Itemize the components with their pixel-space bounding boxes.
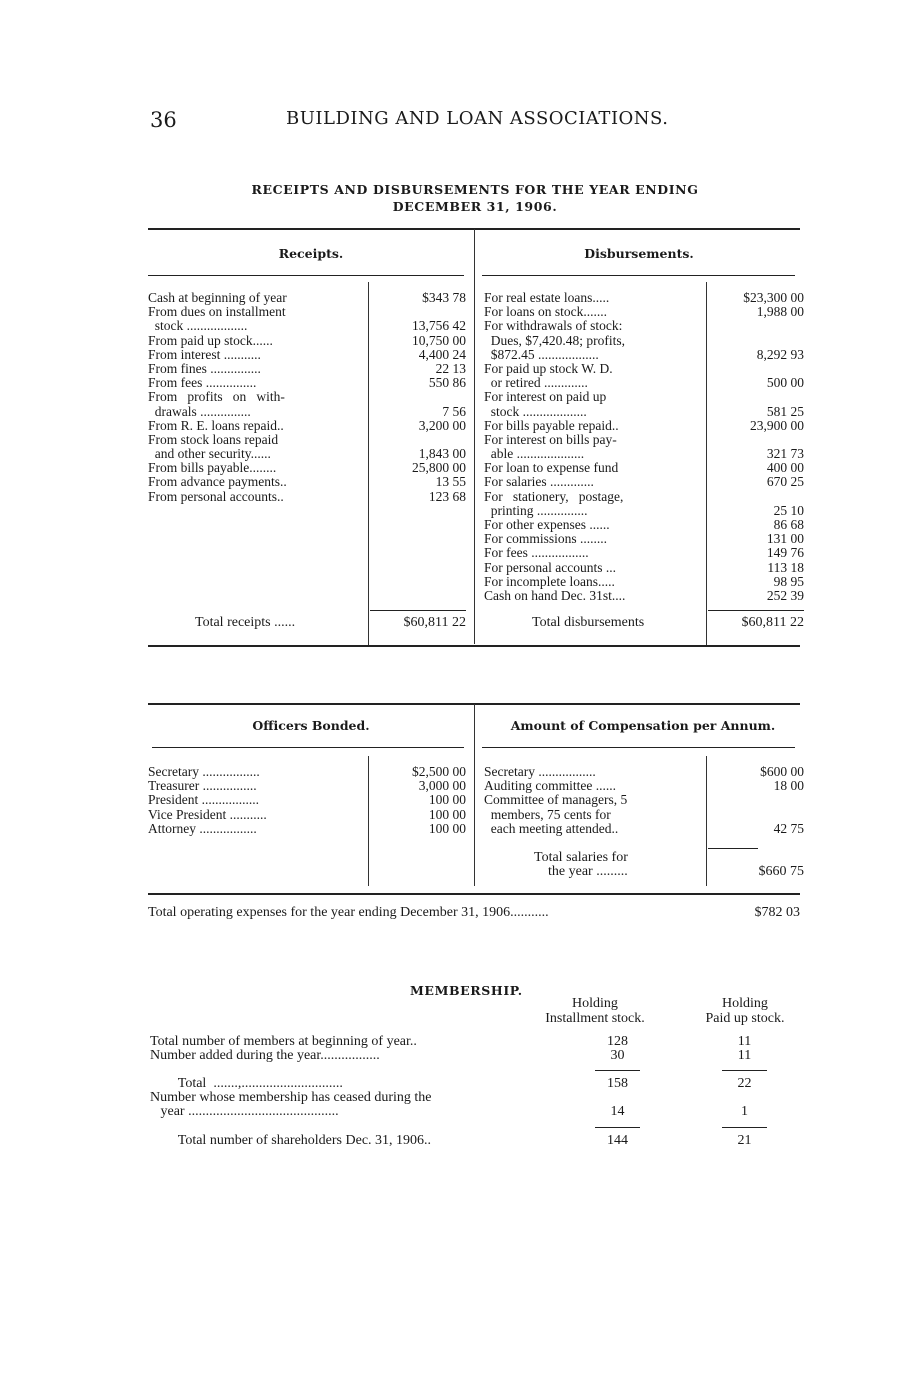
- receipt-label: stock ..................: [148, 319, 248, 334]
- receipt-row: [148, 447, 466, 461]
- compensation-head-rule: [482, 747, 795, 748]
- disbursement-row: [484, 305, 804, 319]
- receipt-amount: 22 13: [435, 360, 466, 376]
- disbursement-row: [484, 362, 804, 376]
- disbursement-row: [484, 475, 804, 489]
- disbursement-amount: 581 25: [766, 403, 804, 419]
- operating-expenses-amount: $782 03: [754, 905, 800, 920]
- compensation-row: [484, 779, 804, 793]
- disbursement-label: For interest on paid up: [484, 390, 607, 405]
- disbursement-row: [484, 291, 804, 305]
- disbursement-amount: 86 68: [773, 517, 804, 532]
- disbursement-amount: 23,900 00: [750, 417, 804, 433]
- disbursement-amount: 670 25: [766, 474, 804, 490]
- officer-amount: 100 00: [428, 806, 466, 822]
- membership-installment-value: 144: [607, 1133, 628, 1148]
- disbursement-row: [484, 461, 804, 475]
- officer-amount: 100 00: [428, 820, 466, 836]
- compensation-row: [484, 808, 804, 822]
- disbursement-amount: $23,300 00: [743, 290, 804, 305]
- disbursements-total-label: Total disbursements: [532, 615, 645, 630]
- officer-label: President .................: [148, 793, 259, 808]
- disbursement-label: For commissions ........: [484, 532, 608, 547]
- disbursement-label: Dues, $7,420.48; profits,: [484, 333, 625, 348]
- receipt-label: From interest ...........: [148, 347, 261, 362]
- disbursement-row: [484, 546, 804, 560]
- receipt-row: [148, 405, 466, 419]
- table-center-divider: [474, 229, 475, 644]
- receipt-row: [148, 475, 466, 489]
- officer-amount: 3,000 00: [418, 778, 466, 794]
- officer-label: Secretary .................: [148, 765, 260, 779]
- disbursement-label: $872.45 ..................: [484, 347, 599, 362]
- disbursement-row: [484, 490, 804, 504]
- receipt-amount: 3,200 00: [418, 417, 466, 433]
- officer-label: Vice President ...........: [148, 807, 267, 822]
- compensation-total-label-2: the year .........: [548, 864, 628, 879]
- disbursement-label: For paid up stock W. D.: [484, 361, 613, 376]
- membership-paidup-value: 1: [741, 1104, 748, 1119]
- receipt-label: From advance payments..: [148, 475, 287, 490]
- officer-row: [148, 765, 466, 779]
- receipt-row: [148, 376, 466, 390]
- disbursement-label: printing ...............: [484, 503, 588, 518]
- compensation-total-amount: $660 75: [758, 864, 804, 879]
- receipts-rows: [148, 291, 466, 504]
- officer-row: [148, 822, 466, 836]
- disbursement-amount: 500 00: [766, 375, 804, 391]
- officer-row: [148, 779, 466, 793]
- receipt-label: drawals ...............: [148, 404, 251, 419]
- disbursement-row: [484, 532, 804, 546]
- disbursement-label: For salaries .............: [484, 475, 594, 490]
- disbursement-row: [484, 334, 804, 348]
- disbursement-amount: 149 76: [766, 545, 804, 561]
- compensation-label: Auditing committee ......: [484, 779, 616, 794]
- receipt-row: [148, 291, 466, 305]
- receipt-row: [148, 390, 466, 404]
- disbursement-label: stock ...................: [484, 404, 587, 419]
- disbursement-row: [484, 376, 804, 390]
- receipt-amount: 13 55: [435, 474, 466, 490]
- disbursements-rows: [484, 291, 804, 603]
- receipt-label: From personal accounts..: [148, 489, 284, 504]
- membership-paidup-value: 11: [737, 1048, 752, 1063]
- receipt-label: From fines ...............: [148, 361, 261, 376]
- disbursement-row: [484, 447, 804, 461]
- officer-amount: 100 00: [428, 792, 466, 808]
- operating-expenses-label: Total operating expenses for the year ending December 31, 1906...........: [148, 905, 549, 920]
- disbursement-label: For real estate loans.....: [484, 291, 610, 305]
- running-title: BUILDING AND LOAN ASSOCIATIONS.: [286, 108, 669, 129]
- disbursement-amount: 400 00: [766, 460, 804, 476]
- receipt-amount: 7 56: [442, 403, 466, 419]
- disbursement-label: For personal accounts ...: [484, 560, 616, 575]
- officer-label: Treasurer ................: [148, 779, 257, 794]
- disbursement-row: [484, 390, 804, 404]
- membership-paidup-value: 22: [737, 1076, 752, 1091]
- membership-installment-value: 128: [607, 1034, 628, 1049]
- section-title-line-2: DECEMBER 31, 1906.: [392, 199, 558, 214]
- disbursements-head-rule: [482, 275, 795, 276]
- disbursement-amount: 113 18: [767, 559, 804, 575]
- receipt-row: [148, 461, 466, 475]
- membership-row-label: Number whose membership has ceased during the: [150, 1090, 432, 1105]
- disbursement-label: For loans on stock.......: [484, 305, 607, 320]
- receipt-label: From fees ...............: [148, 376, 257, 391]
- receipt-row: [148, 362, 466, 376]
- membership-total-rule-1: [595, 1127, 640, 1128]
- receipt-row: [148, 334, 466, 348]
- receipt-row: [148, 319, 466, 333]
- disbursement-label: For loan to expense fund: [484, 461, 619, 476]
- disbursement-label: able ....................: [484, 447, 585, 462]
- page-number: 36: [150, 108, 177, 132]
- officers-table-bottom-rule: [148, 893, 800, 895]
- membership-subtotal-rule-2: [722, 1070, 767, 1071]
- disbursements-total-amount: $60,811 22: [741, 615, 804, 630]
- membership-col1-head-2: Installment stock.: [545, 1011, 645, 1026]
- membership-row-label: year ...........................................: [150, 1104, 339, 1119]
- compensation-label: each meeting attended..: [484, 821, 619, 836]
- membership-row-label: Number added during the year.................: [150, 1048, 380, 1063]
- disbursement-row: [484, 348, 804, 362]
- compensation-row: [484, 765, 804, 779]
- disbursement-label: For bills payable repaid..: [484, 418, 619, 433]
- disbursement-label: For interest on bills pay-: [484, 432, 617, 447]
- receipt-label: From dues on installment: [148, 305, 286, 320]
- receipt-amount: $343 78: [422, 290, 466, 305]
- disbursement-amount: 1,988 00: [756, 304, 804, 320]
- compensation-amount: 42 75: [773, 820, 804, 836]
- disbursement-row: [484, 433, 804, 447]
- compensation-label: Secretary .................: [484, 765, 596, 779]
- compensation-amount: 18 00: [773, 778, 804, 794]
- disbursement-row: [484, 518, 804, 532]
- section-title-line-1: RECEIPTS AND DISBURSEMENTS FOR THE YEAR ENDING: [251, 182, 699, 197]
- officers-rows: [148, 765, 466, 836]
- disbursement-amount: 8,292 93: [756, 346, 804, 362]
- disbursement-row: [484, 561, 804, 575]
- compensation-row: [484, 793, 804, 807]
- membership-col1-head-1: Holding: [572, 996, 618, 1011]
- disbursement-row: [484, 589, 804, 603]
- disbursement-row: [484, 504, 804, 518]
- compensation-label: Committee of managers, 5: [484, 793, 628, 808]
- officers-head-rule: [152, 747, 464, 748]
- receipt-label: and other security......: [148, 447, 271, 462]
- membership-row-label: Total number of members at beginning of year..: [150, 1034, 417, 1049]
- membership-col2-head-2: Paid up stock.: [705, 1011, 785, 1026]
- receipt-row: [148, 490, 466, 504]
- membership-total-rule-2: [722, 1127, 767, 1128]
- membership-paidup-value: 11: [737, 1034, 752, 1049]
- disbursement-row: [484, 419, 804, 433]
- disbursement-row: [484, 575, 804, 589]
- disbursement-label: For stationery, postage,: [484, 489, 624, 504]
- receipts-head-rule: [148, 275, 464, 276]
- disbursement-row: [484, 405, 804, 419]
- receipt-amount: 550 86: [428, 375, 466, 391]
- disbursement-label: For fees .................: [484, 546, 589, 561]
- receipt-label: From bills payable........: [148, 461, 277, 476]
- compensation-amount: $600 00: [760, 764, 804, 779]
- membership-installment-value: 30: [610, 1048, 625, 1063]
- receipt-amount: 123 68: [428, 488, 466, 504]
- receipt-label: From stock loans repaid: [148, 432, 279, 447]
- compensation-row: [484, 822, 804, 836]
- table-bottom-rule: [148, 645, 800, 647]
- membership-row-label: Total number of shareholders Dec. 31, 1906..: [150, 1133, 432, 1148]
- receipt-amount: 10,750 00: [412, 332, 466, 348]
- receipt-row: [148, 419, 466, 433]
- receipts-total-label: Total receipts ......: [195, 615, 296, 630]
- officers-center-divider: [474, 704, 475, 886]
- membership-paidup-value: 21: [737, 1133, 752, 1148]
- disbursement-amount: 252 39: [766, 587, 804, 603]
- receipt-label: From profits on with-: [148, 390, 285, 405]
- compensation-total-label-1: Total salaries for: [534, 850, 628, 865]
- membership-installment-value: 158: [607, 1076, 628, 1091]
- membership-title: MEMBERSHIP.: [410, 983, 523, 998]
- disbursement-amount: 321 73: [766, 446, 804, 462]
- receipt-label: From paid up stock......: [148, 333, 273, 348]
- receipt-row: [148, 305, 466, 319]
- disbursement-amount: 131 00: [766, 531, 804, 547]
- disbursements-total-rule: [708, 610, 804, 611]
- officer-row: [148, 793, 466, 807]
- compensation-label: members, 75 cents for: [484, 807, 611, 822]
- receipts-total-amount: $60,811 22: [403, 615, 466, 630]
- disbursement-amount: 98 95: [773, 573, 804, 589]
- receipts-total-rule: [370, 610, 466, 611]
- disbursement-label: Cash on hand Dec. 31st....: [484, 588, 626, 603]
- disbursement-row: [484, 319, 804, 333]
- officer-label: Attorney .................: [148, 821, 257, 836]
- receipt-amount: 25,800 00: [412, 460, 466, 476]
- membership-subtotal-rule-1: [595, 1070, 640, 1071]
- disbursement-amount: 25 10: [773, 502, 804, 518]
- receipt-label: From R. E. loans repaid..: [148, 418, 284, 433]
- disbursement-label: For withdrawals of stock:: [484, 319, 623, 334]
- receipts-heading: Receipts.: [278, 246, 344, 261]
- receipt-row: [148, 433, 466, 447]
- membership-row-label: Total .......,.............................: [150, 1076, 343, 1091]
- disbursements-heading: Disbursements.: [584, 246, 694, 261]
- receipt-amount: 1,843 00: [418, 446, 466, 462]
- receipt-amount: 4,400 24: [418, 346, 466, 362]
- disbursement-label: or retired .............: [484, 376, 588, 391]
- receipt-label: Cash at beginning of year: [148, 291, 287, 305]
- receipt-amount: 13,756 42: [412, 318, 466, 334]
- membership-col2-head-1: Holding: [722, 996, 768, 1011]
- officer-amount: $2,500 00: [412, 764, 466, 779]
- compensation-heading: Amount of Compensation per Annum.: [510, 718, 776, 733]
- compensation-total-rule: [708, 848, 758, 849]
- receipt-row: [148, 348, 466, 362]
- compensation-rows: [484, 765, 804, 836]
- membership-installment-value: 14: [610, 1104, 625, 1119]
- disbursement-label: For incomplete loans.....: [484, 574, 615, 589]
- disbursement-label: For other expenses ......: [484, 518, 610, 532]
- officers-bonded-heading: Officers Bonded.: [252, 718, 370, 733]
- officer-row: [148, 808, 466, 822]
